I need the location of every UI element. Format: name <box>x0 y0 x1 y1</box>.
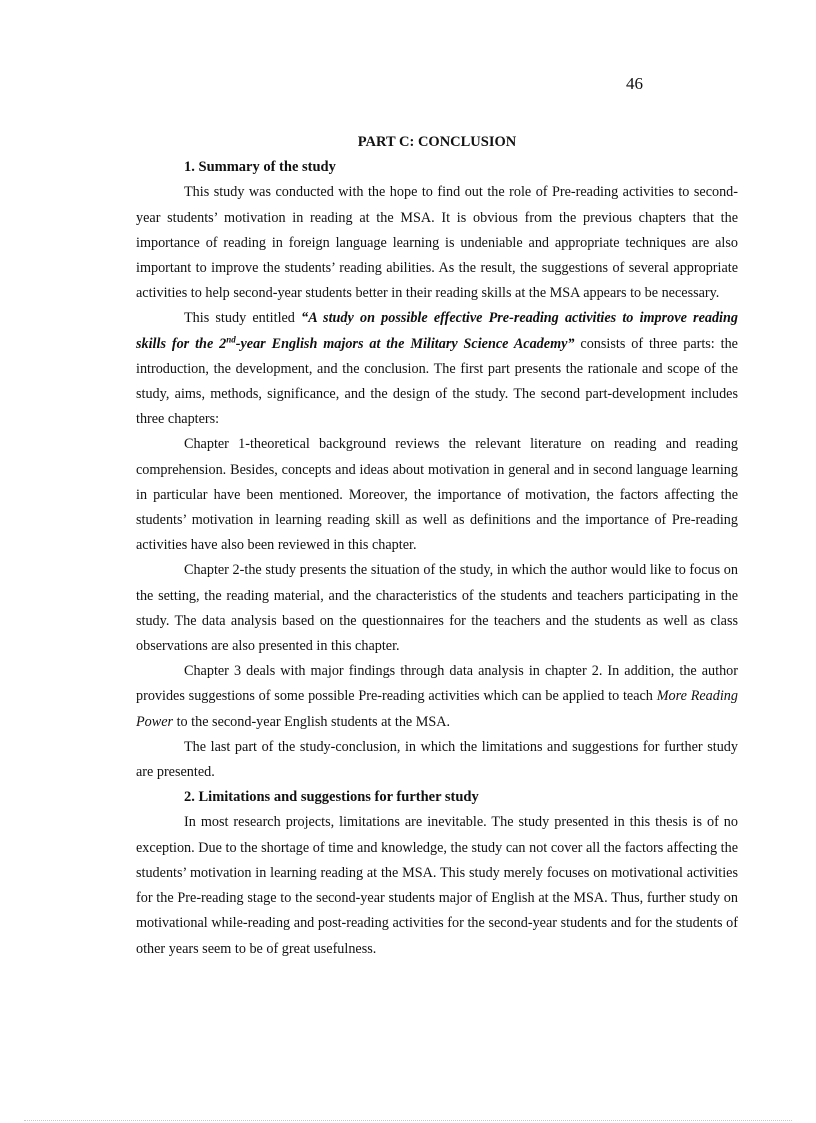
page-title: PART C: CONCLUSION <box>357 134 517 150</box>
paragraph-chapter-1: Chapter 1-theoretical background reviews the relevant literature on reading and reading comprehension. Besides, concepts and ideas about motivation in general and in second language learning in particular have been mentioned. Moreover, the importance of motivation, the factors affecting the students’ motivation in learning reading skill as well as definitions and the importance of Pre-reading activities have also been reviewed in this chapter. <box>136 436 738 554</box>
paragraph-limitations: In most research projects, limitations are inevitable. The study presented in this thesis is of no exception. Due to the shortage of time and knowledge, the study can not cover all the factors affecting the students’ motivation in learning reading at the MSA. This study merely focuses on motivational activities for the Pre-reading stage to the second-year students major of English at the MSA. Thus, further study on motivational while-reading and post-reading activities for the second-year students and for the students of other years seem to be of great usefulness. <box>136 814 738 957</box>
book-title: More Reading Power <box>136 688 738 730</box>
section-heading-limitations: 2. Limitations and suggestions for further study <box>184 789 479 806</box>
paragraph-text: Chapter 3 deals with major findings through data analysis in chapter 2. In addition, the author provides suggestions of some possible Pre-reading activities which can be applied to teach <box>136 663 738 705</box>
ordinal-superscript: nd <box>226 333 236 344</box>
paragraph-text: This study entitled <box>184 310 302 327</box>
page-number: 46 <box>626 74 643 93</box>
paragraph-chapter-3 <box>136 659 738 735</box>
paragraph-summary-1: This study was conducted with the hope to find out the role of Pre-reading activities to second-year students’ motivation in reading at the MSA. It is obvious from the previous chapters that the importance of reading in foreign language learning is undeniable and appropriate techniques are also important to improve the students’ reading abilities. As the result, the suggestions of several appropriate activities to help second-year students better in their reading skills at the MSA appears to be necessary. <box>136 184 738 302</box>
thesis-title-part-1: “A study on possible effective Pre-reading activities to improve reading skills for the 2 <box>136 310 738 352</box>
paragraph-text: consists of three parts: the introduction, the development, and the conclusion. The first part presents the rationale and scope of the study, aims, methods, significance, and the design of the study. The second part-development includes three chapters: <box>136 335 738 428</box>
section-heading-summary: 1. Summary of the study <box>184 159 336 176</box>
page-bottom-divider <box>24 1120 792 1121</box>
paragraph-summary-2 <box>136 306 738 432</box>
paragraph-text: to the second-year English students at the MSA. <box>173 713 451 730</box>
page-body <box>136 130 738 962</box>
paragraph-last-part: The last part of the study-conclusion, in which the limitations and suggestions for further study are presented. <box>136 738 738 781</box>
paragraph-chapter-2: Chapter 2-the study presents the situation of the study, in which the author would like to focus on the setting, the reading material, and the characteristics of the students and teachers participating in the study. The data analysis based on the questionnaires for the teachers and the students as well as class observations are also presented in this chapter. <box>136 562 738 655</box>
thesis-title-part-2: -year English majors at the Military Science Academy” <box>235 335 575 352</box>
